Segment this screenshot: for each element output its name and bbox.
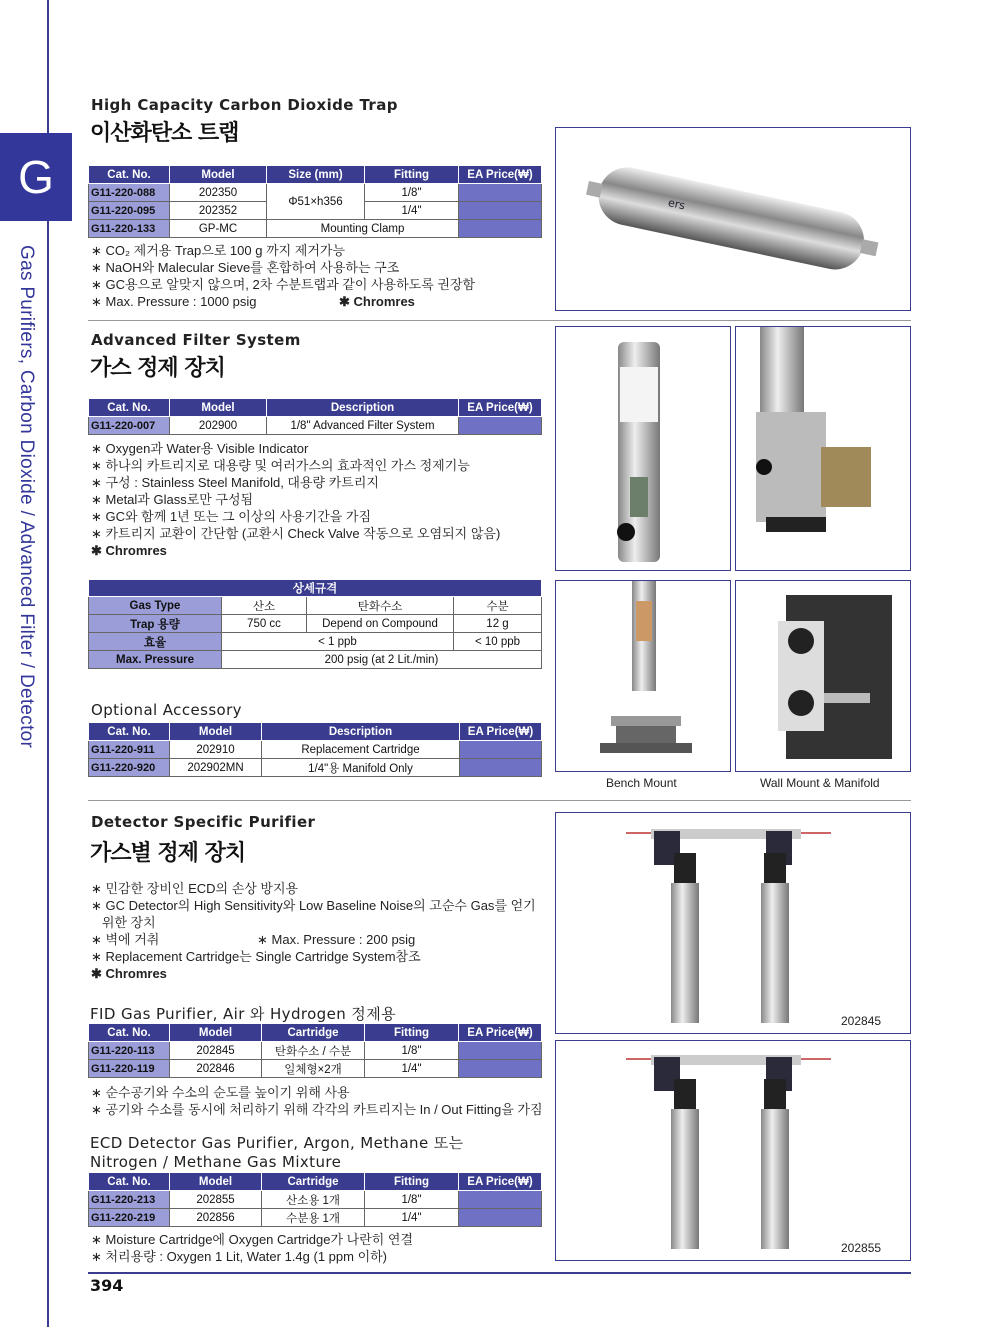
notes-fid: ∗ 순수공기와 수소의 순도를 높이기 위해 사용 ∗ 공기와 수소를 동시에 처리하기 위해 각각의 카트리지는 In / Out Fitting을 가짐 — [91, 1085, 543, 1117]
product-table-fid: Cat. No. Model Cartridge Fitting EA Price(₩) G11-220-113 202845 탄화수소 / 수분 1/8" G11-220-119 202846 일체형×2개 1/4" — [88, 1023, 542, 1078]
notes-filter: ∗ Oxygen과 Water용 Visible Indicator ∗ 하나의 카트리지로 대용량 및 여러가스의 효과적인 가스 정제기능 ∗ 구성 : Stainless Steel Manifold, 대용량 카트리지 ∗ Metal과 Glass로만 구성됨 ∗ GC와 함께 1년 또는 그 이상의 사용기간을 가짐 ∗ 카트리지 교환이 간단함 (교환시 Check Valve 작동으로 오염되지 않음) ✱ Chromres — [91, 441, 501, 558]
vertical-section-title: Gas Purifiers, Carbon Dioxide / Advanced Filter / Detector — [16, 245, 37, 749]
product-table-co2 — [88, 165, 542, 238]
brand-label: ✱ Chromres — [91, 966, 167, 981]
col-header: Size (mm) — [267, 166, 365, 184]
price-cell — [460, 759, 542, 777]
price-cell — [460, 741, 542, 759]
caption-202855: 202855 — [841, 1241, 882, 1255]
price-cell — [459, 1191, 542, 1209]
price-cell — [459, 1209, 542, 1227]
manifold-image — [736, 327, 911, 571]
notes-detector: ∗ 민감한 장비인 ECD의 손상 방지용 ∗ GC Detector의 High Sensitivity와 Low Baseline Noise의 고순수 Gas를 얻기 위한 장치 ∗ 벽에 거취 ∗ Replacement Cartridge는 Single Cartridge System참조 ✱ Chromres — [91, 881, 536, 981]
brand-label: ✱ Chromres — [339, 294, 415, 309]
divider — [88, 800, 911, 801]
photo-co2-trap — [555, 127, 911, 311]
table-row: G11-220-007 202900 1/8" Advanced Filter System — [89, 417, 542, 435]
price-cell — [459, 417, 542, 435]
photo-202845 — [555, 812, 911, 1034]
note-max-pressure: ∗ Max. Pressure : 200 psig — [257, 932, 416, 947]
brand-label: ✱ Chromres — [91, 543, 167, 558]
section-title-ko: 가스별 정제 장치 — [90, 841, 246, 866]
table-row: G11-220-920 202902MN 1/4"용 Manifold Only — [89, 759, 542, 777]
col-header: Fitting — [365, 166, 459, 184]
divider — [88, 320, 911, 321]
table-row: G11-220-219 202856 수분용 1개 1/4" — [89, 1209, 542, 1227]
caption-202845: 202845 — [841, 1014, 882, 1028]
notes-co2: ∗ CO₂ 제거용 Trap으로 100 g 까지 제거가능 ∗ NaOH와 Malecular Sieve를 혼합하여 사용하는 구조 ∗ GC용으로 알맞지 않으며, 2차 수분트랩과 같이 사용하도록 권장함 ∗ Max. Pressure : 1000 psig — [91, 243, 476, 309]
table-row: G11-220-213 202855 산소용 1개 1/8" — [89, 1191, 542, 1209]
spec-title: 상세규격 — [89, 580, 542, 597]
table-row: G11-220-133 GP-MC Mounting Clamp — [89, 220, 542, 238]
section-title-fid: FID Gas Purifier, Air 와 Hydrogen 정제용 — [90, 1005, 396, 1023]
table-row: G11-220-088 202350 Φ51×h356 1/8" — [89, 184, 542, 202]
notes-ecd: ∗ Moisture Cartridge에 Oxygen Cartridge가 나란히 연결 ∗ 처리용량 : Oxygen 1 Lit, Water 1.4g (1 ppm 이하) — [91, 1232, 414, 1264]
photo-filter-system — [555, 326, 731, 571]
table-row: G11-220-095 202352 1/4" — [89, 202, 542, 220]
product-table-accessory: Cat. No. Model Description EA Price(₩) G11-220-911 202910 Replacement Cartridge G11-220-920 202902MN 1/4"용 Manifold Only — [88, 722, 542, 777]
product-table-ecd: Cat. No. Model Cartridge Fitting EA Price(₩) G11-220-213 202855 산소용 1개 1/8" G11-220-219 202856 수분용 1개 1/4" — [88, 1172, 542, 1227]
co2-trap-image — [556, 128, 911, 311]
product-table-filter: Cat. No. Model Description EA Price(₩) G11-220-007 202900 1/8" Advanced Filter System — [88, 398, 542, 435]
footer-rule — [88, 1272, 911, 1274]
section-tab: G — [0, 133, 72, 221]
section-title-ko: 이산화탄소 트랩 — [90, 121, 239, 146]
page-number: 394 — [90, 1276, 124, 1295]
table-row: Max. Pressure 200 psig (at 2 Lit./min) — [89, 651, 542, 669]
table-row: G11-220-113 202845 탄화수소 / 수분 1/8" — [89, 1042, 542, 1060]
section-title-en: High Capacity Carbon Dioxide Trap — [91, 96, 398, 114]
purifier-202845-image — [556, 813, 911, 1034]
table-row: G11-220-911 202910 Replacement Cartridge — [89, 741, 542, 759]
photo-bench-mount — [555, 580, 731, 772]
section-title-ecd: ECD Detector Gas Purifier, Argon, Methane 또는 Nitrogen / Methane Gas Mixture — [90, 1134, 464, 1171]
price-cell — [459, 1060, 542, 1078]
photo-wall-mount — [735, 580, 911, 772]
svg-text:ers: ers — [666, 196, 687, 213]
section-title-en: Advanced Filter System — [91, 331, 301, 349]
table-row: Gas Type 산소 탄화수소 수분 — [89, 597, 542, 615]
bench-mount-image — [556, 581, 731, 772]
price-cell — [459, 202, 542, 220]
table-row: Trap 용량 750 cc Depend on Compound 12 g — [89, 615, 542, 633]
section-title-en: Detector Specific Purifier — [91, 813, 316, 831]
price-cell — [459, 184, 542, 202]
caption-bench-mount: Bench Mount — [606, 776, 677, 790]
purifier-202855-image — [556, 1041, 911, 1261]
col-header: EA Price(₩) — [459, 166, 542, 184]
section-title-ko: 가스 정제 장치 — [90, 356, 225, 381]
photo-filter-manifold — [735, 326, 911, 571]
col-header: Cat. No. — [89, 166, 170, 184]
col-header: Model — [170, 166, 267, 184]
filter-image — [556, 327, 731, 571]
photo-202855 — [555, 1040, 911, 1261]
wall-mount-image — [736, 581, 911, 772]
section-title-en: Optional Accessory — [91, 701, 242, 719]
price-cell — [459, 1042, 542, 1060]
caption-wall-mount: Wall Mount & Manifold — [760, 776, 880, 790]
table-row: G11-220-119 202846 일체형×2개 1/4" — [89, 1060, 542, 1078]
spec-table — [88, 579, 542, 669]
table-row: 효율 < 1 ppb < 10 ppb — [89, 633, 542, 651]
price-cell — [459, 220, 542, 238]
